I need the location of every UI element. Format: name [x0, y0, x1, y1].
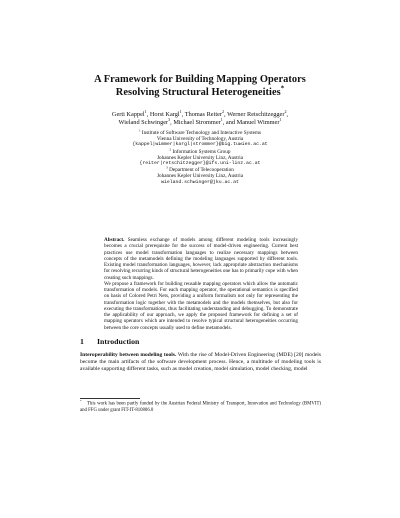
affiliation-email: {reiter|retschitzegger}@ifs.uni-linz.ac.at — [139, 161, 261, 167]
paragraph-lead: Interoperability between modeling tools. — [80, 352, 177, 358]
affiliation-mark: 1 — [138, 128, 141, 133]
author-list — [70, 108, 330, 127]
affiliation-mark: 3 — [166, 165, 168, 170]
abstract — [104, 237, 298, 331]
title-footnote-mark: * — [280, 85, 285, 93]
footnote-rule — [80, 398, 140, 399]
affiliations — [80, 130, 320, 186]
affiliation: $^3$ Department of Telecooperation Johannes Kepler University Linz, Austria wieland.schwinger@jku.ac.at — [80, 167, 320, 186]
abstract-paragraph: We propose a framework for building reusable mapping operators which allow the automatic transformation of models. For each mapping operator, the operational semantics is specified on basis of Colored Petri Nets, providing a uniform formalism not only for representing the transformation logic together with the metamodels and the models themselves, but also for executing the transformations, thus facilitating understanding and debugging. To demonstrate the applicability of our approach, we apply the proposed framework for defining a set of mapping operators which are intended to resolve typical structural heterogeneities occurring between the core concepts usually used to define metamodels. — [104, 280, 298, 331]
footnote-text: This work has been partly funded by the Austrian Federal Ministry of Transport, Innovation and Technology (BMVIT) and FFG under grant FIT-IT-810806.0 — [80, 401, 321, 413]
author: Horst Kargl$^1$, — [149, 108, 185, 118]
author: Michael Strommer$^1$, and — [173, 117, 237, 127]
section-number: 1 — [80, 337, 84, 346]
author: Wieland Schwinger$^3$, — [118, 117, 174, 127]
affiliation: $^2$ Information Systems Group Johannes Kepler University Linz, Austria {reiter|retschitzegger}@ifs.uni-linz.ac.at — [80, 149, 320, 168]
paper-title — [60, 73, 340, 99]
title-line-2: Resolving Structural Heterogeneities — [115, 87, 281, 98]
footnote: *This work has been partly funded by the Austrian Federal Ministry of Transport, Innovation and Technology (BMVIT) and FFG under grant FIT-IT-810806.0 — [80, 399, 321, 413]
section-title: Introduction — [97, 337, 140, 346]
affiliation-email: {kappel|wimmer|kargl|strommer}@big.tuwien.ac.at — [132, 142, 268, 148]
section-heading — [80, 337, 320, 347]
affiliation-email: wieland.schwinger@jku.ac.at — [161, 179, 239, 185]
abstract-label: Abstract. — [104, 237, 125, 243]
title-line-1: A Framework for Building Mapping Operators — [94, 74, 306, 85]
author: Gerti Kappel$^1$, — [111, 108, 150, 118]
abstract-paragraph: Abstract. Seamless exchange of models among different modeling tools increasingly becomes a crucial prerequisite for the success of model-driven engineering. Current best practices use model transformation languages to realize necessary mappings between concepts of the metamodels defining the modeling languages supported by different tools. Existing model transformation languages, however, lack appropriate abstraction mechanisms for resolving recurring kinds of structural heterogeneities one has to primarily cope with when creating such mappings. — [104, 237, 299, 281]
author: Manuel Wimmer$^1$ — [236, 117, 282, 127]
body-paragraph: Interoperability between modeling tools. With the rise of Model-Driven Engineering (MDE) [20] models become the main artifacts of the software development process. Hence, a multitude of modeling tools is available supporting different tasks, such as model creation, model simulation, model checking, model — [80, 352, 322, 373]
author: Thomas Reiter$^2$, — [184, 108, 228, 118]
author: Werner Retschitzegger$^2$, — [227, 108, 289, 118]
affiliation-mark: 2 — [169, 146, 172, 151]
affiliation: $^1$ Institute of Software Technology and Interactive Systems Vienna University of Technology, Austria {kappel|wimmer|kargl|strommer}@big.tuwien.ac.at — [80, 130, 320, 149]
